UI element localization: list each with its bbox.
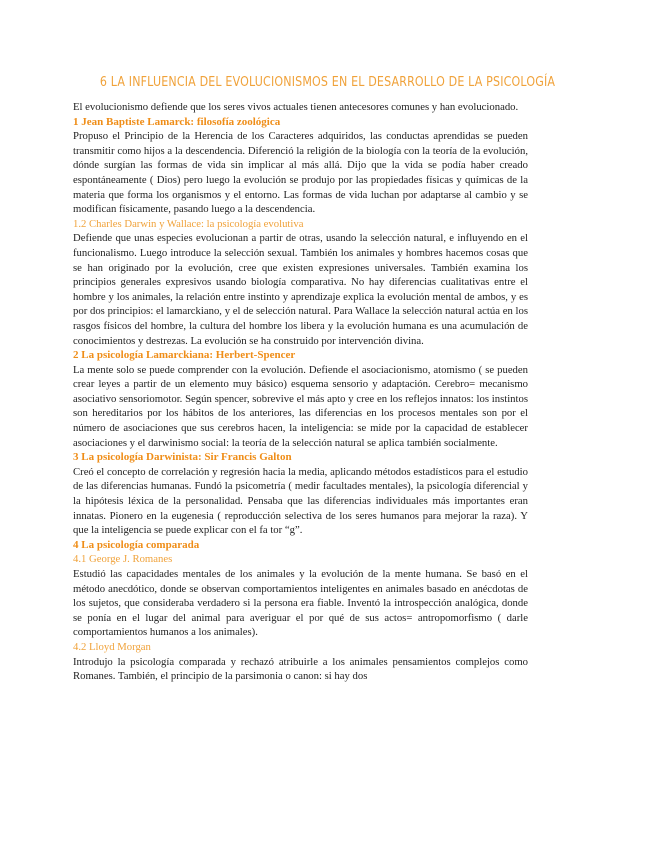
paragraph-galton: Creó el concepto de correlación y regresión hacia la media, aplicando métodos estadísticos para el estudio de las diferencias humanas. Fundó la psicometría ( medir facultades mentales), la psicología diferencial y la hipótesis léxica de la personalidad. Pensaba que las diferencias individuales más importantes eran innatas. Pionero en la eugenesia ( reproducción selectiva de los seres humanos para mejorar la raza). Y que la inteligencia se puede explicar con el fa tor “g”. — [73, 465, 528, 537]
section-heading-comparada: 4 La psicología comparada — [73, 538, 200, 551]
subsection-heading-darwin: 1.2 Charles Darwin y Wallace: la psicología evolutiva — [73, 217, 304, 230]
paragraph-romanes: Estudió las capacidades mentales de los animales y la evolución de la mente humana. Se basó en el método anecdótico, donde se observan comportamientos inteligentes en animales basado en anécdotas de los sujetos, que consideraba verdadero si la persona era fiable. Inventó la introspección analógica, donde se ponía en el lugar del animal para averiguar el por qué de sus actos= antropomorfismo ( darle comportamientos humanos a los animales). — [73, 568, 528, 639]
page-title: 6 LA INFLUENCIA DEL EVOLUCIONISMOS EN EL DESARROLLO DE LA PSICOLOGÍA — [99, 74, 556, 90]
section-heading-lamarck: 1 Jean Baptiste Lamarck: filosofía zoológica — [73, 115, 281, 128]
paragraph-morgan: Introdujo la psicología comparada y rechazó atribuirle a los animales pensamientos complejos como Romanes. También, el principio de la parsimonia o canon: si hay dos — [73, 655, 528, 683]
section-heading-spencer: 2 La psicología Lamarckiana: Herbert-Spencer — [73, 349, 296, 362]
document-body — [73, 100, 528, 684]
subsection-heading-morgan: 4.2 Lloyd Morgan — [73, 640, 151, 653]
paragraph-darwin: Defiende que unas especies evolucionan a partir de otras, usando la selección natural, e influyendo en el funcionalismo. Luego introduce la selección sexual. También los animales y hombres hacemos cosas que se han originado por la evolución, cree que existen expresiones universales. También examina los principios generales expresivos usando biología comparativa. No hay diferencias cualitativas entre el hombre y los animales, la relación entre instinto y aprendizaje explica la evolución mental de ambos, y es por dos principios: el lamarckiano, y el de selección natural. Para Wallace la selección natural actúa en los rasgos físicos del hombre, la cultura del hombre los libera y la evolución humana es una acumulación de conocimientos y destrezas. La evolución se ha construido por intervención divina. — [73, 232, 528, 347]
paragraph-spencer: La mente solo se puede comprender con la evolución. Defiende el asociacionismo, atomismo ( se pueden crear leyes a partir de un elemento muy básico) esquema sensorio y adaptación. Cerebro= mecanismo asociativo sensoriomotor. Según spencer, sobrevive el más apto y cree en los reflejos innatos: los instintos son hereditarios por los hábitos de los anteriores, las diferencias en los procesos mentales son por el número de asociaciones que sus cerebros hacen, la inteligencia: se mide por la capacidad de establecer asociaciones y el darwinismo social: la teoría de la selección natural se aplica también socialmente. — [73, 363, 528, 449]
intro-paragraph: El evolucionismo defiende que los seres vivos actuales tienen antecesores comunes y han evolucionado. — [73, 101, 519, 113]
paragraph-lamarck: Propuso el Principio de la Herencia de los Caracteres adquiridos, las conductas aprendidas se pueden transmitir como hijos a la descendencia. Diferenció la religión de la biología con la teoría de la evolución, dónde surgían las formas de vida sin implicar al más allá. Dijo que la vida se podía haber creado espontáneamente ( Dios) pero luego la evolución se produjo por las propiedades físicas y químicas de la materia que forma los organismos y el entorno. Las formas de vida luchan por adaptarse al cambio y se modifican físicamente, pasando luego a la descendencia. — [73, 130, 528, 216]
section-heading-galton: 3 La psicología Darwinista: Sir Francis Galton — [73, 451, 292, 464]
subsection-heading-romanes: 4.1 George J. Romanes — [73, 553, 173, 566]
